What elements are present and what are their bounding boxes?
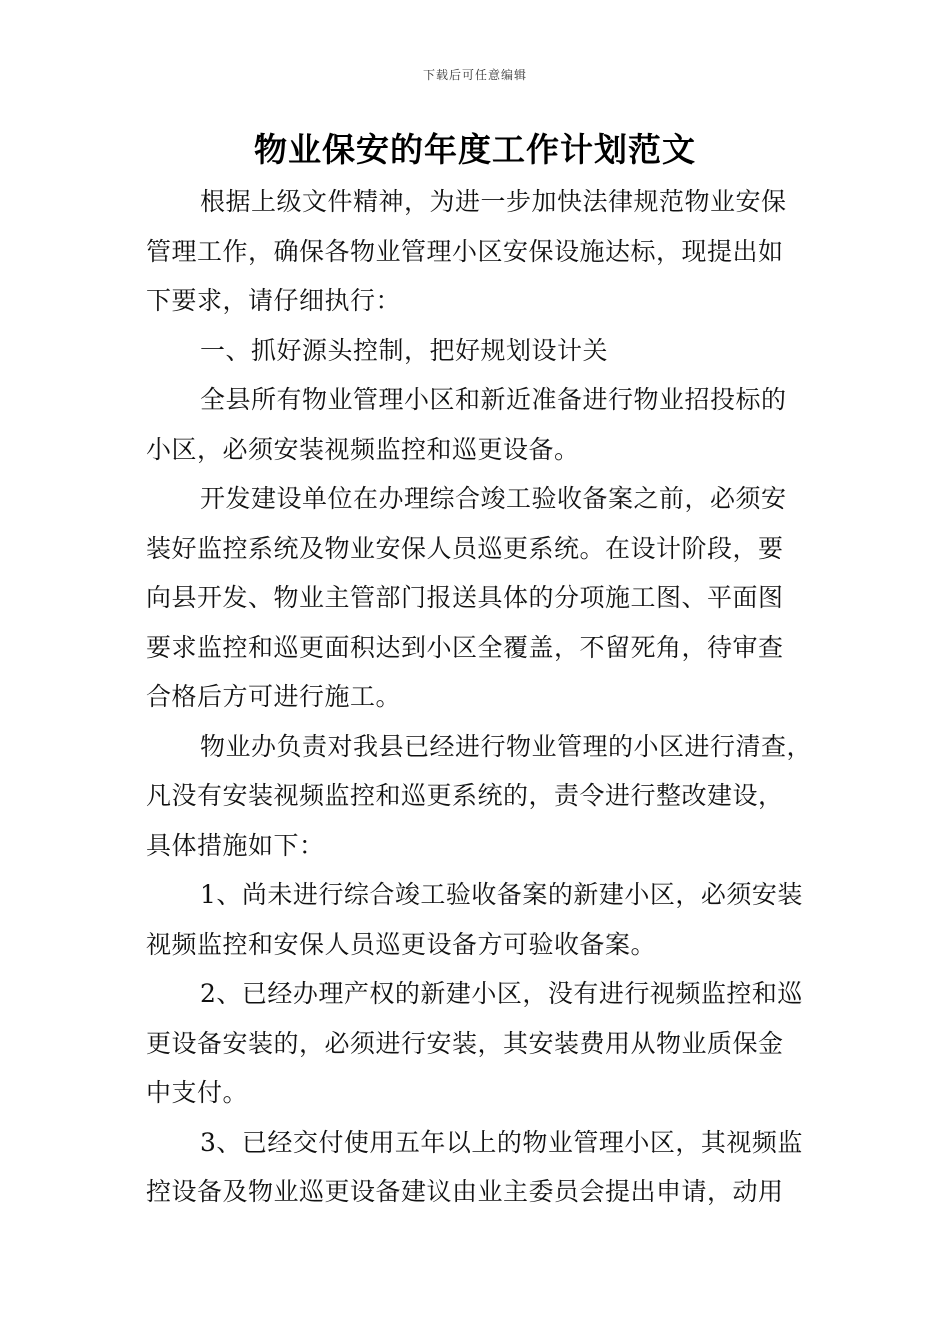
body-line: 控设备及物业巡更设备建议由业主委员会提出申请，动用 xyxy=(146,1177,784,1206)
body-line: 物业办负责对我县已经进行物业管理的小区进行清查， xyxy=(200,731,813,761)
body-line: 小区，必须安装视频监控和巡更设备。 xyxy=(146,434,580,464)
body-line: 3、已经交付使用五年以上的物业管理小区，其视频监 xyxy=(200,1127,803,1157)
body-line: 开发建设单位在办理综合竣工验收备案之前，必须安 xyxy=(200,484,787,513)
document-title: 物业保安的年度工作计划范文 xyxy=(254,130,696,169)
body-line: 管理工作，确保各物业管理小区安保设施达标，现提出如 xyxy=(146,236,784,266)
body-line: 装好监控系统及物业安保人员巡更系统。在设计阶段，要 xyxy=(146,533,784,563)
document-body xyxy=(146,177,826,1217)
body-line: 具体措施如下： xyxy=(146,830,325,860)
body-line: 中支付。 xyxy=(146,1078,249,1107)
body-line: 下要求，请仔细执行： xyxy=(146,286,402,315)
body-line: 视频监控和安保人员巡更设备方可验收备案。 xyxy=(146,929,657,959)
body-line: 根据上级文件精神，为进一步加快法律规范物业安保 xyxy=(200,187,787,216)
body-line: 全县所有物业管理小区和新近准备进行物业招投标的 xyxy=(200,385,787,414)
body-line: 凡没有安装视频监控和巡更系统的，责令进行整改建设， xyxy=(146,781,784,810)
body-line: 向县开发、物业主管部门报送具体的分项施工图、平面图 xyxy=(146,583,784,612)
body-line: 1、尚未进行综合竣工验收备案的新建小区，必须安装 xyxy=(200,880,803,909)
header-note: 下载后可任意编辑 xyxy=(422,68,527,82)
body-line: 更设备安装的，必须进行安装，其安装费用从物业质保金 xyxy=(146,1028,784,1058)
body-line: 2、已经办理产权的新建小区，没有进行视频监控和巡 xyxy=(200,979,803,1008)
body-line: 要求监控和巡更面积达到小区全覆盖，不留死角，待审查 xyxy=(146,632,784,662)
body-line: 一、抓好源头控制，把好规划设计关 xyxy=(200,335,609,365)
body-line: 合格后方可进行施工。 xyxy=(146,682,402,711)
